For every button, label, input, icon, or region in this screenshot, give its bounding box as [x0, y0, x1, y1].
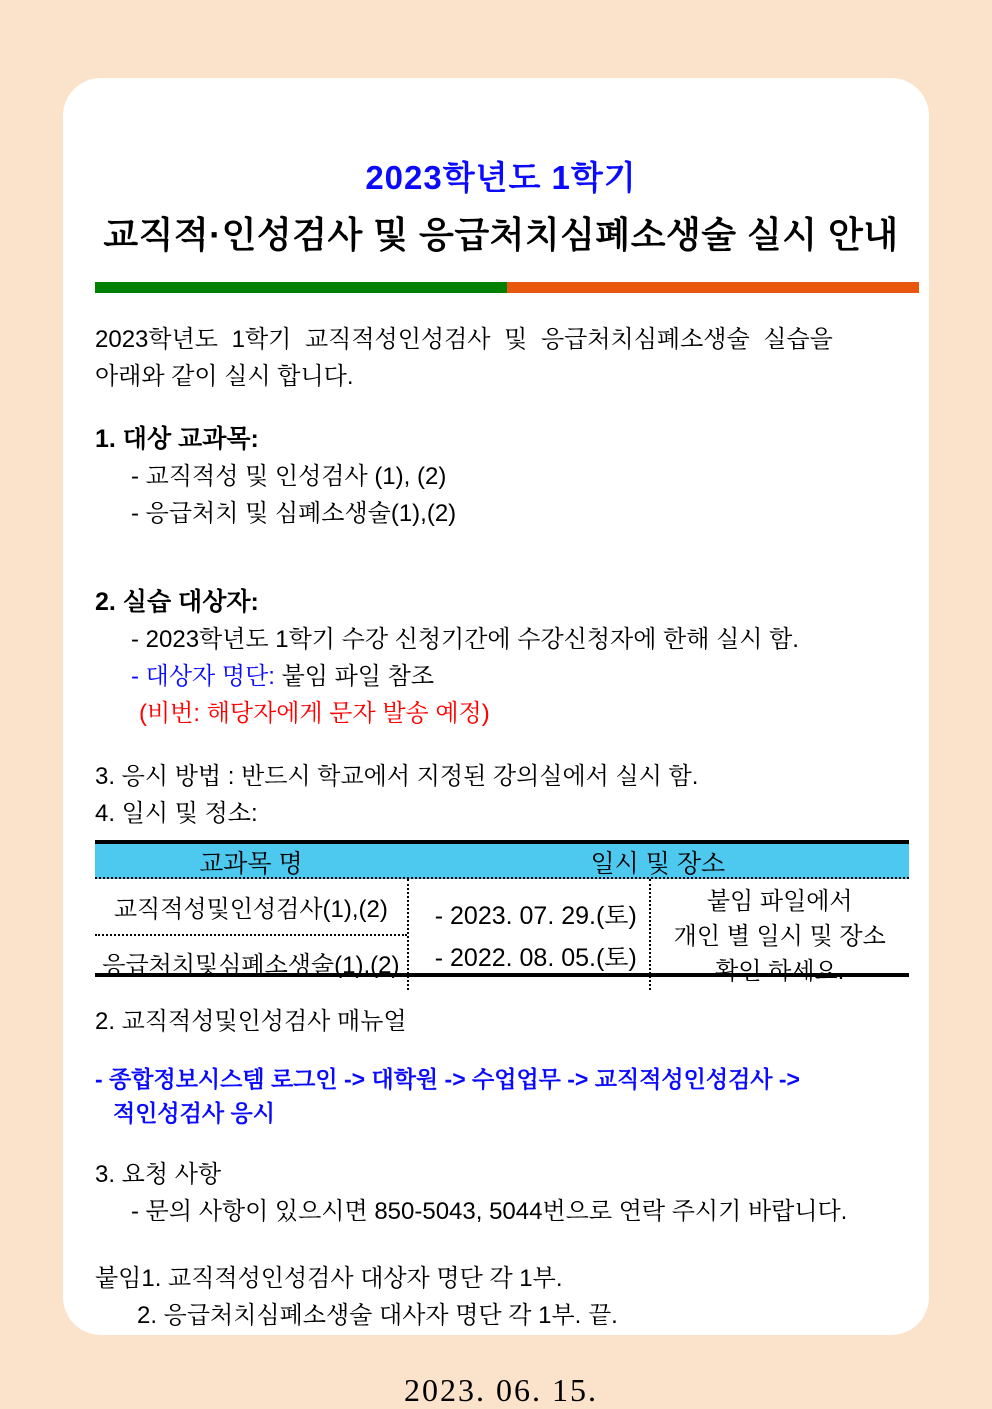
- title-divider: [95, 282, 919, 293]
- document-date: 2023. 06. 15.: [404, 1372, 598, 1408]
- table-row-subject-1: 교직적성및인성검사(1),(2): [95, 879, 407, 936]
- subject-column: [95, 879, 407, 990]
- section1-item-2: - 응급처치 및 심폐소생술(1),(2): [131, 500, 457, 527]
- place-column: [649, 879, 909, 990]
- place-line-3: 확인 하세요.: [715, 958, 845, 985]
- intro-line-2: 아래와 같이 실시 합니다.: [95, 363, 354, 390]
- date-column: [407, 879, 649, 990]
- schedule-table-header: [95, 844, 909, 879]
- section2-item-2: [95, 658, 907, 695]
- system-path: [95, 1062, 907, 1130]
- header-cell-subject: 교과목 명: [199, 850, 303, 878]
- spacer: [95, 1130, 907, 1156]
- spacer: [95, 532, 907, 558]
- password-notice: (비번: 해당자에게 문자 발송 예정): [139, 700, 490, 727]
- notice-card: [63, 78, 929, 1408]
- request-heading: 3. 요청 사항: [95, 1161, 222, 1188]
- attachment-line-2: 2. 응급처치심폐소생술 대사자 명단 각 1부. 끝.: [137, 1302, 618, 1329]
- manual-heading: 2. 교직적성및인성검사 매뉴얼: [95, 1008, 407, 1035]
- table-row-subject-2: 응급처치및심폐소생술(1),(2): [102, 952, 400, 980]
- divider-green-segment: [95, 282, 507, 293]
- request-item: - 문의 사항이 있으시면 850-5043, 5044번으로 연락 주시기 바랍니다.: [131, 1198, 848, 1225]
- attachment-line-1: 붙임1. 교직적성인성검사 대상자 명단 각 1부.: [95, 1265, 563, 1292]
- target-list-label: - 대상자 명단:: [131, 663, 275, 690]
- place-line-2: 개인 별 일시 및 장소: [673, 923, 886, 950]
- section4-line: 4. 일시 및 정소:: [95, 800, 258, 827]
- target-list-rest: 붙임 파일 참조: [274, 663, 435, 690]
- section2-heading: 2. 실습 대상자:: [95, 588, 259, 616]
- intro-line-1: 2023학년도 1학기 교직적성인성검사 및 응급처치심폐소생술 실습을: [95, 326, 833, 353]
- divider-orange-segment: [507, 282, 919, 293]
- section1-item-1: - 교직적성 및 인성검사 (1), (2): [131, 463, 447, 490]
- system-path-line-2: 적인성검사 응시: [113, 1100, 275, 1126]
- table-date-1: - 2023. 07. 29.(토): [434, 901, 637, 930]
- section3-line: 3. 응시 방법 : 반드시 학교에서 지정된 강의실에서 실시 함.: [95, 763, 699, 790]
- spacer: [95, 732, 907, 758]
- section1-heading: 1. 대상 교과목:: [95, 425, 259, 453]
- section2-item-1: - 2023학년도 1학기 수강 신청기간에 수강신청자에 한해 실시 함.: [131, 626, 799, 653]
- system-path-line-1: - 종합정보시스템 로그인 -> 대학원 -> 수업업무 -> 교직적성인성검사 ->: [95, 1066, 800, 1092]
- title-semester: 2023학년도 1학기: [365, 159, 637, 196]
- page-title: 교직적·인성검사 및 응급처치심폐소생술 실시 안내: [103, 214, 899, 255]
- header-cell-datetime-place: 일시 및 장소: [590, 850, 726, 878]
- attachments: [95, 1260, 907, 1334]
- table-date-2: - 2022. 08. 05.(토): [434, 943, 637, 972]
- schedule-table: [95, 840, 909, 985]
- place-line-1: 붙임 파일에서: [706, 888, 853, 915]
- schedule-table-body: [95, 879, 909, 985]
- intro-paragraph: [95, 321, 907, 395]
